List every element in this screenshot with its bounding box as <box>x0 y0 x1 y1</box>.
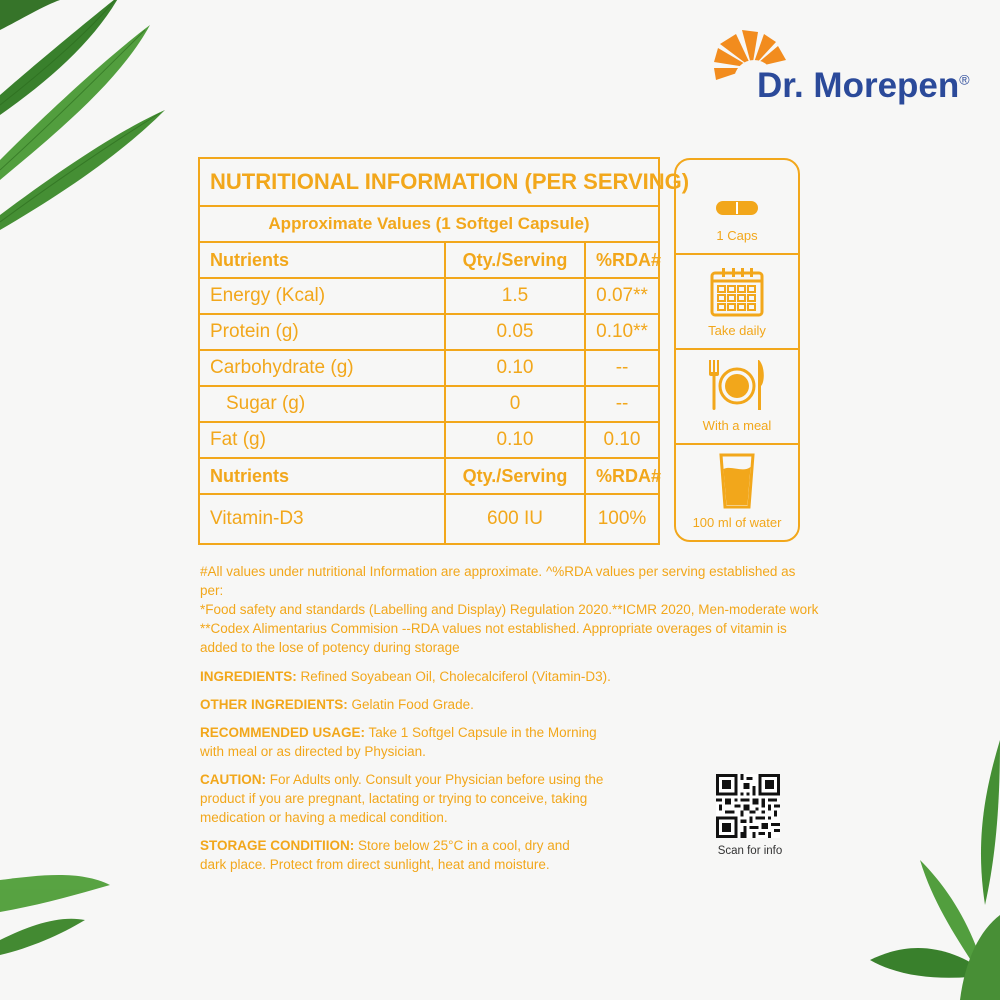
plate-icon <box>705 358 769 412</box>
calendar-icon <box>710 267 764 317</box>
usage-item-water <box>676 445 798 540</box>
table-header-row <box>199 242 659 278</box>
header-qty: Qty./Serving <box>445 242 585 278</box>
recommended-usage: RECOMMENDED USAGE: Take 1 Softgel Capsule in the Morning with meal or as directed by Physician. <box>200 725 597 759</box>
ingredients: INGREDIENTS: Refined Soyabean Oil, Cholecalciferol (Vitamin-D3). <box>200 669 611 684</box>
nutrient-rda: 0.07** <box>585 278 659 314</box>
storage-condition: STORAGE CONDITIION: Store below 25°C in a cool, dry and dark place. Protect from direct sunlight, heat and moisture. <box>200 838 570 872</box>
table-title: NUTRITIONAL INFORMATION (PER SERVING) <box>199 158 659 206</box>
usage-label: Take daily <box>708 323 766 338</box>
nutrient-rda: -- <box>585 386 659 422</box>
nutrient-qty: 0 <box>445 386 585 422</box>
usage-label: With a meal <box>702 418 772 433</box>
capsule-icon <box>715 200 759 216</box>
usage-label: 1 Caps <box>716 228 758 243</box>
caution: CAUTION: For Adults only. Consult your Physician before using the product if you are pregnant, lactating or trying to conceive, taking medication or having a medical condition. <box>200 772 604 825</box>
brand-logo <box>712 28 982 118</box>
table-row <box>199 314 659 350</box>
header-nutrients: Nutrients <box>199 458 445 494</box>
table-row <box>199 386 659 422</box>
nutrient-name: Fat (g) <box>199 422 445 458</box>
usage-item-meal <box>676 350 798 445</box>
table-row <box>199 422 659 458</box>
header-qty: Qty./Serving <box>445 458 585 494</box>
nutrient-rda: 100% <box>585 494 659 544</box>
qr-label: Scan for info <box>717 845 783 857</box>
nutrient-name: Vitamin-D3 <box>199 494 445 544</box>
nutrient-rda: 0.10** <box>585 314 659 350</box>
nutrient-name: Carbohydrate (g) <box>199 350 445 386</box>
nutrient-rda: 0.10 <box>585 422 659 458</box>
nutrient-rda: -- <box>585 350 659 386</box>
usage-card <box>674 158 800 542</box>
nutrient-qty: 0.10 <box>445 422 585 458</box>
nutrient-qty: 600 IU <box>445 494 585 544</box>
usage-item-capsule <box>676 160 798 255</box>
nutrition-table <box>198 157 690 545</box>
disclaimer: #All values under nutritional Information are approximate. ^%RDA values per serving established as per: *Food safety and standards (Labelling and Display) Regulation 2020.**ICMR 2020, Men-moderate work **Codex Alimentarius Commision --RDA values not established. Appropriate overages of vitamin is added to the lose of potency during storage <box>200 564 819 655</box>
table-row <box>199 278 659 314</box>
table-header-row <box>199 458 659 494</box>
nutrient-name: Energy (Kcal) <box>199 278 445 314</box>
brand-name: Dr. Morepen® <box>757 66 970 105</box>
nutrient-name: Sugar (g) <box>199 386 445 422</box>
table-subtitle: Approximate Values (1 Softgel Capsule) <box>199 206 659 242</box>
usage-label: 100 ml of water <box>692 515 782 530</box>
header-rda: %RDA# <box>585 458 659 494</box>
header-nutrients: Nutrients <box>199 242 445 278</box>
header-rda: %RDA# <box>585 242 659 278</box>
table-row <box>199 350 659 386</box>
other-ingredients: OTHER INGREDIENTS: Gelatin Food Grade. <box>200 697 474 712</box>
nutrient-qty: 0.05 <box>445 314 585 350</box>
usage-item-daily <box>676 255 798 350</box>
nutrient-name: Protein (g) <box>199 314 445 350</box>
qr-code[interactable] <box>716 774 780 838</box>
nutrient-qty: 0.10 <box>445 350 585 386</box>
table-row <box>199 494 659 544</box>
glass-icon <box>719 453 755 509</box>
nutrient-qty: 1.5 <box>445 278 585 314</box>
